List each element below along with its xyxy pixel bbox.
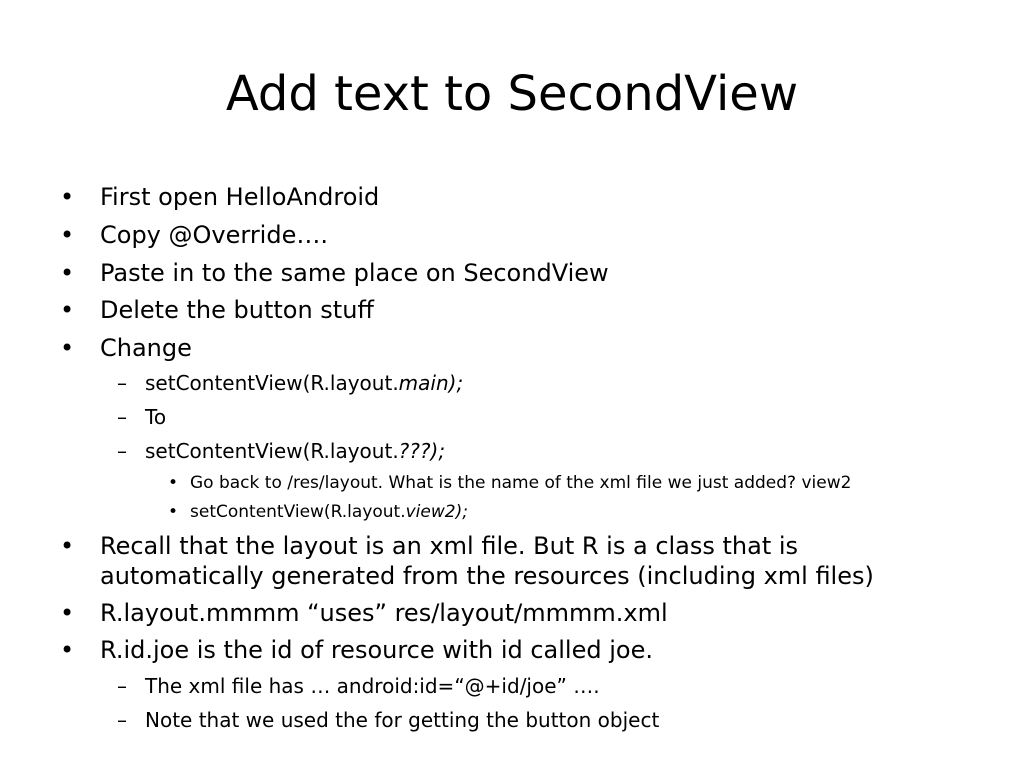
sub-bullet-marker: – (117, 439, 127, 463)
bullet-marker: • (60, 334, 75, 362)
bullet-marker: • (60, 183, 75, 211)
code-italic: main); (398, 371, 464, 395)
bullet-first-open: First open HelloAndroid (100, 183, 380, 211)
bullet-copy-override: Copy @Override…. (100, 221, 328, 249)
bullet-change: Change (100, 334, 192, 362)
bullet-delete: Delete the button stuff (100, 296, 374, 324)
sub-bullet-marker: – (117, 405, 127, 429)
bullet-marker: • (60, 296, 75, 324)
sub-sub-bullet-set-view2 (190, 501, 468, 523)
code-italic: view2); (405, 502, 468, 522)
slide-title: Add text to SecondView (225, 66, 799, 122)
sub-sub-bullet-go-back: Go back to /res/layout. What is the name of the xml file we just added? view2 (190, 473, 852, 493)
sub-bullet-set-unknown (145, 438, 445, 464)
bullet-recall-line2: automatically generated from the resources (including xml files) (100, 562, 874, 590)
bullet-marker: • (60, 259, 75, 287)
bullet-rlayout: R.layout.mmmm “uses” res/layout/mmmm.xml (100, 599, 668, 627)
sub-bullet-marker: – (117, 708, 127, 732)
bullet-rid-joe: R.id.joe is the id of resource with id called joe. (100, 636, 653, 664)
sub-sub-bullet-marker: • (168, 502, 179, 522)
bullet-recall-line1: Recall that the layout is an xml file. But R is a class that is (100, 532, 799, 560)
code-prefix: setContentView(R.layout. (145, 371, 399, 395)
sub-bullet-xml-file: The xml file has … android:id=“@+id/joe” …. (145, 674, 600, 698)
bullet-paste: Paste in to the same place on SecondView (100, 259, 609, 287)
bullet-marker: • (60, 599, 75, 627)
sub-bullet-marker: – (117, 674, 127, 698)
sub-sub-bullet-marker: • (168, 473, 179, 493)
bullet-marker: • (60, 636, 75, 664)
bullet-marker: • (60, 221, 75, 249)
code-italic: ???); (398, 439, 446, 463)
bullet-marker: • (60, 532, 75, 560)
sub-bullet-marker: – (117, 371, 127, 395)
sub-bullet-to: To (145, 405, 167, 429)
sub-bullet-set-main (145, 370, 463, 396)
sub-bullet-note: Note that we used the for getting the button object (145, 708, 660, 732)
code-prefix: setContentView(R.layout. (145, 439, 399, 463)
code-prefix: setContentView(R.layout. (190, 502, 406, 522)
